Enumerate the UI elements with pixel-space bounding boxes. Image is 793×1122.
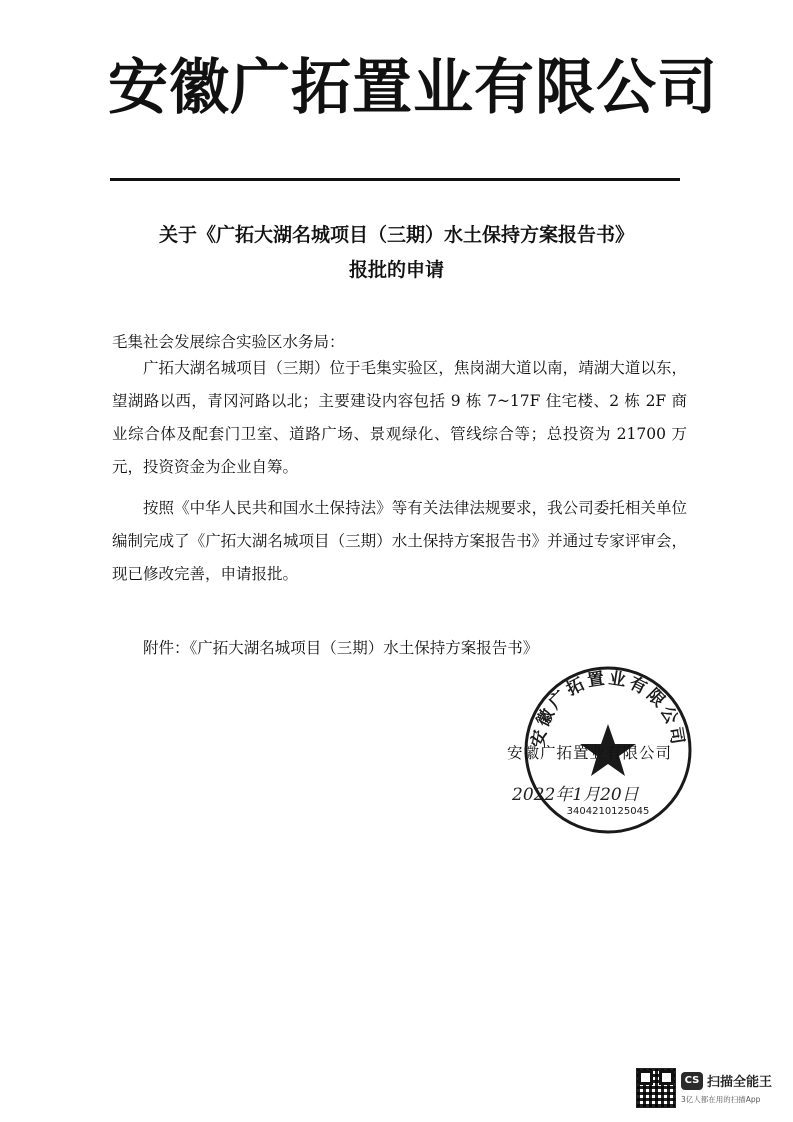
attachment-line: 附件：《广拓大湖名城项目（三期）水土保持方案报告书》 <box>143 639 539 657</box>
seal-number: 3404210125045 <box>566 806 650 817</box>
addressee: 毛集社会发展综合实验区水务局： <box>112 333 345 351</box>
letterhead-rule <box>110 178 680 181</box>
scanner-watermark <box>636 1068 786 1110</box>
body-paragraph-project: 广拓大湖名城项目（三期）位于毛集实验区，焦岗湖大道以南，靖湖大道以东，望湖路以西，青冈河路以北；主要建设内容包括 9 栋 7~17F 住宅楼、2 栋 2F 商业综合体及配套门卫室、道路广场、景观绿化、管线综合等；总投资为 21700 万元，投资资金为企业自筹。 <box>112 359 687 476</box>
camscanner-logo-icon: CS <box>681 1072 703 1090</box>
document-title: 关于《广拓大湖名城项目（三期）水土保持方案报告书》 <box>158 224 634 246</box>
qr-code-icon <box>636 1068 676 1108</box>
document-subtitle: 报批的申请 <box>348 259 444 281</box>
body-paragraph-request: 按照《中华人民共和国水土保持法》等有关法律法规要求，我公司委托相关单位编制完成了《广拓大湖名城项目（三期）水土保持方案报告书》并通过专家评审会，现已修改完善，申请报批。 <box>112 499 687 583</box>
scanner-app-tagline: 3亿人都在用的扫描App <box>681 1095 761 1104</box>
scanner-app-name: 扫描全能王 <box>707 1075 773 1090</box>
signer-company: 安徽广拓置业有限公司 <box>507 744 673 762</box>
svg-text:安徽广拓置业有限公司: 安徽广拓置业有限公司 <box>528 668 688 749</box>
letterhead-company-name: 安徽广拓置业有限公司 <box>108 53 718 123</box>
signature-date: 2022年1月20日 <box>512 785 639 805</box>
